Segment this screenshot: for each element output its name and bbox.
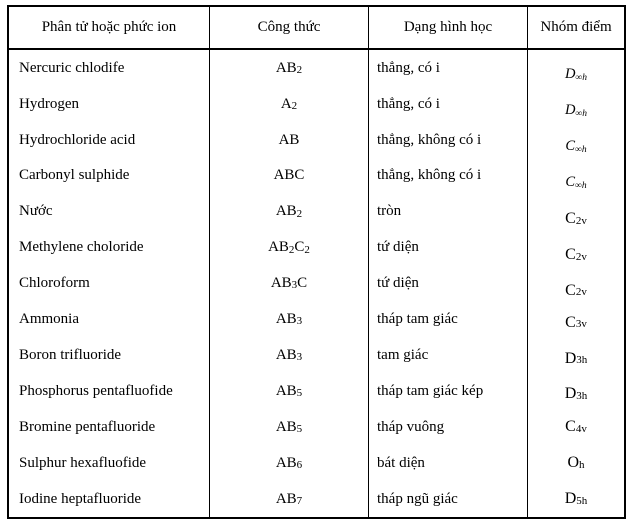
formula: AB $_2$ bbox=[210, 194, 369, 230]
column-header-molecule: Phân tử hoặc phức ion bbox=[9, 7, 210, 50]
geometry-shape: tháp ngũ giác bbox=[369, 481, 528, 517]
molecule-name: Hydrogen bbox=[9, 86, 210, 122]
point-group-table bbox=[7, 5, 626, 519]
column-header-geometry: Dạng hình học bbox=[369, 7, 528, 50]
geometry-shape: thẳng, có i bbox=[369, 86, 528, 122]
point-group-symbol: C $_{3v}$ bbox=[565, 313, 587, 331]
point-group-symbol: C $_{2v}$ bbox=[565, 245, 587, 263]
molecule-name: Nước bbox=[9, 194, 210, 230]
molecule-name: Iodine heptafluoride bbox=[9, 481, 210, 517]
molecule-name: Sulphur hexafluofide bbox=[9, 445, 210, 481]
formula: AB $_7$ bbox=[210, 481, 369, 517]
point-group-symbol: C $_{\infty h}$ bbox=[565, 173, 587, 191]
point-group-symbol: D $_{3h}$ bbox=[564, 385, 588, 403]
formula: AB $_3$ bbox=[210, 301, 369, 337]
point-group-symbol: C $_{4v}$ bbox=[565, 418, 587, 436]
molecule-name: Methylene choloride bbox=[9, 230, 210, 266]
geometry-shape: bát diện bbox=[369, 445, 528, 481]
molecule-name: Carbonyl sulphide bbox=[9, 158, 210, 194]
molecule-name: Ammonia bbox=[9, 301, 210, 337]
point-group-symbol: D $_{3h}$ bbox=[564, 349, 588, 367]
geometry-shape: thẳng, có i bbox=[369, 50, 528, 86]
formula: AB $_3$ bbox=[210, 337, 369, 373]
formula: A $_2$ bbox=[210, 86, 369, 122]
point-group-symbol: C $_{2v}$ bbox=[565, 209, 587, 227]
column-header-formula: Công thức bbox=[210, 7, 369, 50]
column-header-point-group: Nhóm điểm bbox=[528, 7, 624, 50]
molecule-name: Hydrochloride acid bbox=[9, 122, 210, 158]
geometry-shape: tháp tam giác bbox=[369, 301, 528, 337]
molecule-name: Boron trifluoride bbox=[9, 337, 210, 373]
point-group-symbol: D $_{\infty h}$ bbox=[564, 101, 587, 119]
point-group-symbol: D $_{5h}$ bbox=[564, 490, 588, 508]
geometry-shape: tứ diện bbox=[369, 266, 528, 302]
formula: AB $_2$ C $_2$ bbox=[210, 230, 369, 266]
formula: AB $_3$ C bbox=[210, 266, 369, 302]
formula: AB $_6$ bbox=[210, 445, 369, 481]
geometry-shape: tháp vuông bbox=[369, 409, 528, 445]
formula: AB $_5$ bbox=[210, 409, 369, 445]
point-group-symbol: D $_{\infty h}$ bbox=[564, 65, 587, 83]
geometry-shape: tứ diện bbox=[369, 230, 528, 266]
formula: AB $_5$ bbox=[210, 373, 369, 409]
molecule-name: Chloroform bbox=[9, 266, 210, 302]
formula: ABC bbox=[210, 158, 369, 194]
point-group-symbol: O $_h$ bbox=[567, 454, 585, 472]
geometry-shape: tròn bbox=[369, 194, 528, 230]
molecule-name: Nercuric chlodife bbox=[9, 50, 210, 86]
geometry-shape: thẳng, không có i bbox=[369, 122, 528, 158]
formula: AB $_2$ bbox=[210, 50, 369, 86]
point-group-symbol: C $_{\infty h}$ bbox=[565, 137, 587, 155]
molecule-name: Bromine pentafluoride bbox=[9, 409, 210, 445]
formula: AB bbox=[210, 122, 369, 158]
geometry-shape: thẳng, không có i bbox=[369, 158, 528, 194]
point-group-symbol: C $_{2v}$ bbox=[565, 281, 587, 299]
geometry-shape: tam giác bbox=[369, 337, 528, 373]
geometry-shape: tháp tam giác kép bbox=[369, 373, 528, 409]
molecule-name: Phosphorus pentafluofide bbox=[9, 373, 210, 409]
